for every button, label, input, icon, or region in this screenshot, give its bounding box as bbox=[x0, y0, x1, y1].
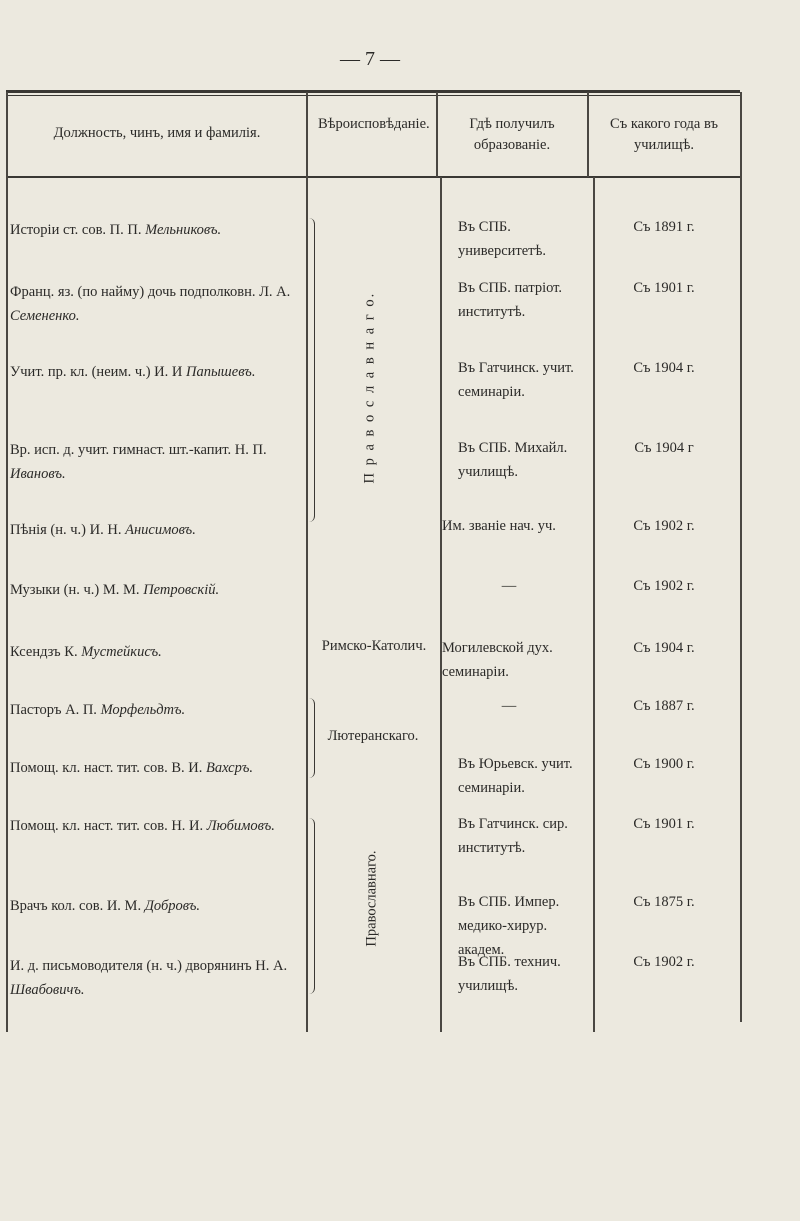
header-religion: Вѣроисповѣданіе. bbox=[318, 116, 430, 132]
table-row-year: Съ 1902 г. bbox=[633, 954, 695, 970]
table-row-year: Съ 1902 г. bbox=[633, 578, 695, 594]
table-row-education: Въ СПБ. университетѣ. bbox=[458, 219, 547, 259]
table-row-education: — bbox=[501, 698, 517, 714]
table-row-position: Врачъ кол. сов. И. М. Добровъ. bbox=[10, 898, 201, 914]
religion-lutheran: Лютеранскаго. bbox=[327, 728, 419, 744]
header-education: Гдѣ получилъ образованіе. bbox=[469, 116, 555, 153]
page-number: — 7 — bbox=[340, 48, 400, 70]
brace-lutheran-group bbox=[308, 698, 315, 778]
header-top-rule bbox=[6, 90, 740, 93]
table-row-education: — bbox=[501, 578, 517, 594]
table-row-year: Съ 1875 г. bbox=[633, 894, 695, 910]
table-row-year: Съ 1887 г. bbox=[633, 698, 695, 714]
table-row-position: Ксендзъ К. Мустейкисъ. bbox=[10, 644, 162, 660]
column-divider-1 bbox=[6, 92, 8, 1032]
table-row-position: Исторіи ст. сов. П. П. Мельниковъ. bbox=[10, 222, 222, 238]
table-row-year: Съ 1901 г. bbox=[633, 816, 695, 832]
table-row-position: Помощ. кл. наст. тит. сов. Н. И. Любимовъ. bbox=[10, 818, 275, 834]
header-year: Съ какого года въ училищѣ. bbox=[610, 116, 718, 153]
religion-orthodox-vertical: П р а в о с л а в н а г о. bbox=[361, 291, 378, 484]
table-row-education: Въ Юрьевск. учит. семинаріи. bbox=[458, 756, 573, 796]
header-position: Должность, чинъ, имя и фамилія. bbox=[53, 125, 261, 141]
religion-catholic: Римско-Католич. bbox=[321, 638, 427, 654]
table-row-position: Музыки (н. ч.) М. М. Петровскій. bbox=[10, 582, 220, 598]
table-row-year: Съ 1904 г. bbox=[633, 360, 695, 376]
table-row-education: Им. званіе нач. уч. bbox=[442, 518, 556, 534]
table-row-position: Вр. исп. д. учит. гимнаст. шт.-капит. Н. П. Ивановъ. bbox=[10, 442, 267, 482]
column-divider-5 bbox=[740, 92, 742, 1022]
header-top-rule-thin bbox=[6, 95, 740, 96]
table-row-education: Въ СПБ. Импер. медико-хирур. академ. bbox=[458, 894, 560, 958]
table-row-year: Съ 1904 г bbox=[634, 440, 694, 456]
header-bottom-rule bbox=[6, 176, 740, 178]
table-row-position: Учит. пр. кл. (неим. ч.) И. И Папышевъ. bbox=[10, 364, 256, 380]
table-row-education: Въ Гатчинск. учит. семинаріи. bbox=[458, 360, 574, 400]
table-row-education: Въ СПБ. Михайл. училищѣ. bbox=[458, 440, 568, 480]
table-row-education: Въ СПБ. технич. училищѣ. bbox=[458, 954, 561, 994]
brace-orthodox-group-1 bbox=[308, 218, 315, 522]
religion-orthodox-vertical-2: Православнаго. bbox=[363, 850, 380, 947]
table-row-position: Пасторъ А. П. Морфельдтъ. bbox=[10, 702, 186, 718]
table-row-year: Съ 1902 г. bbox=[633, 518, 695, 534]
table-row-year: Съ 1904 г. bbox=[633, 640, 695, 656]
table-row-year: Съ 1900 г. bbox=[633, 756, 695, 772]
table-row-position: Франц. яз. (по найму) дочь подполковн. Л. А. Семененко. bbox=[10, 284, 291, 324]
table-row-position: Пѣнія (н. ч.) И. Н. Анисимовъ. bbox=[10, 522, 196, 538]
brace-orthodox-group-2 bbox=[308, 818, 315, 994]
table-row-year: Съ 1891 г. bbox=[633, 219, 695, 235]
column-divider-4 bbox=[587, 92, 589, 177]
table-row-education: Въ СПБ. патріот. институтѣ. bbox=[458, 280, 563, 320]
table-row-education: Могилевской дух. семинаріи. bbox=[442, 640, 553, 680]
table-row-position: И. д. письмоводителя (н. ч.) дворянинъ Н. А. Швабовичъ. bbox=[10, 958, 288, 998]
table-row-year: Съ 1901 г. bbox=[633, 280, 695, 296]
table-row-position: Помощ. кл. наст. тит. сов. В. И. Вахсръ. bbox=[10, 760, 253, 776]
table-row-education: Въ Гатчинск. сир. институтѣ. bbox=[458, 816, 568, 856]
